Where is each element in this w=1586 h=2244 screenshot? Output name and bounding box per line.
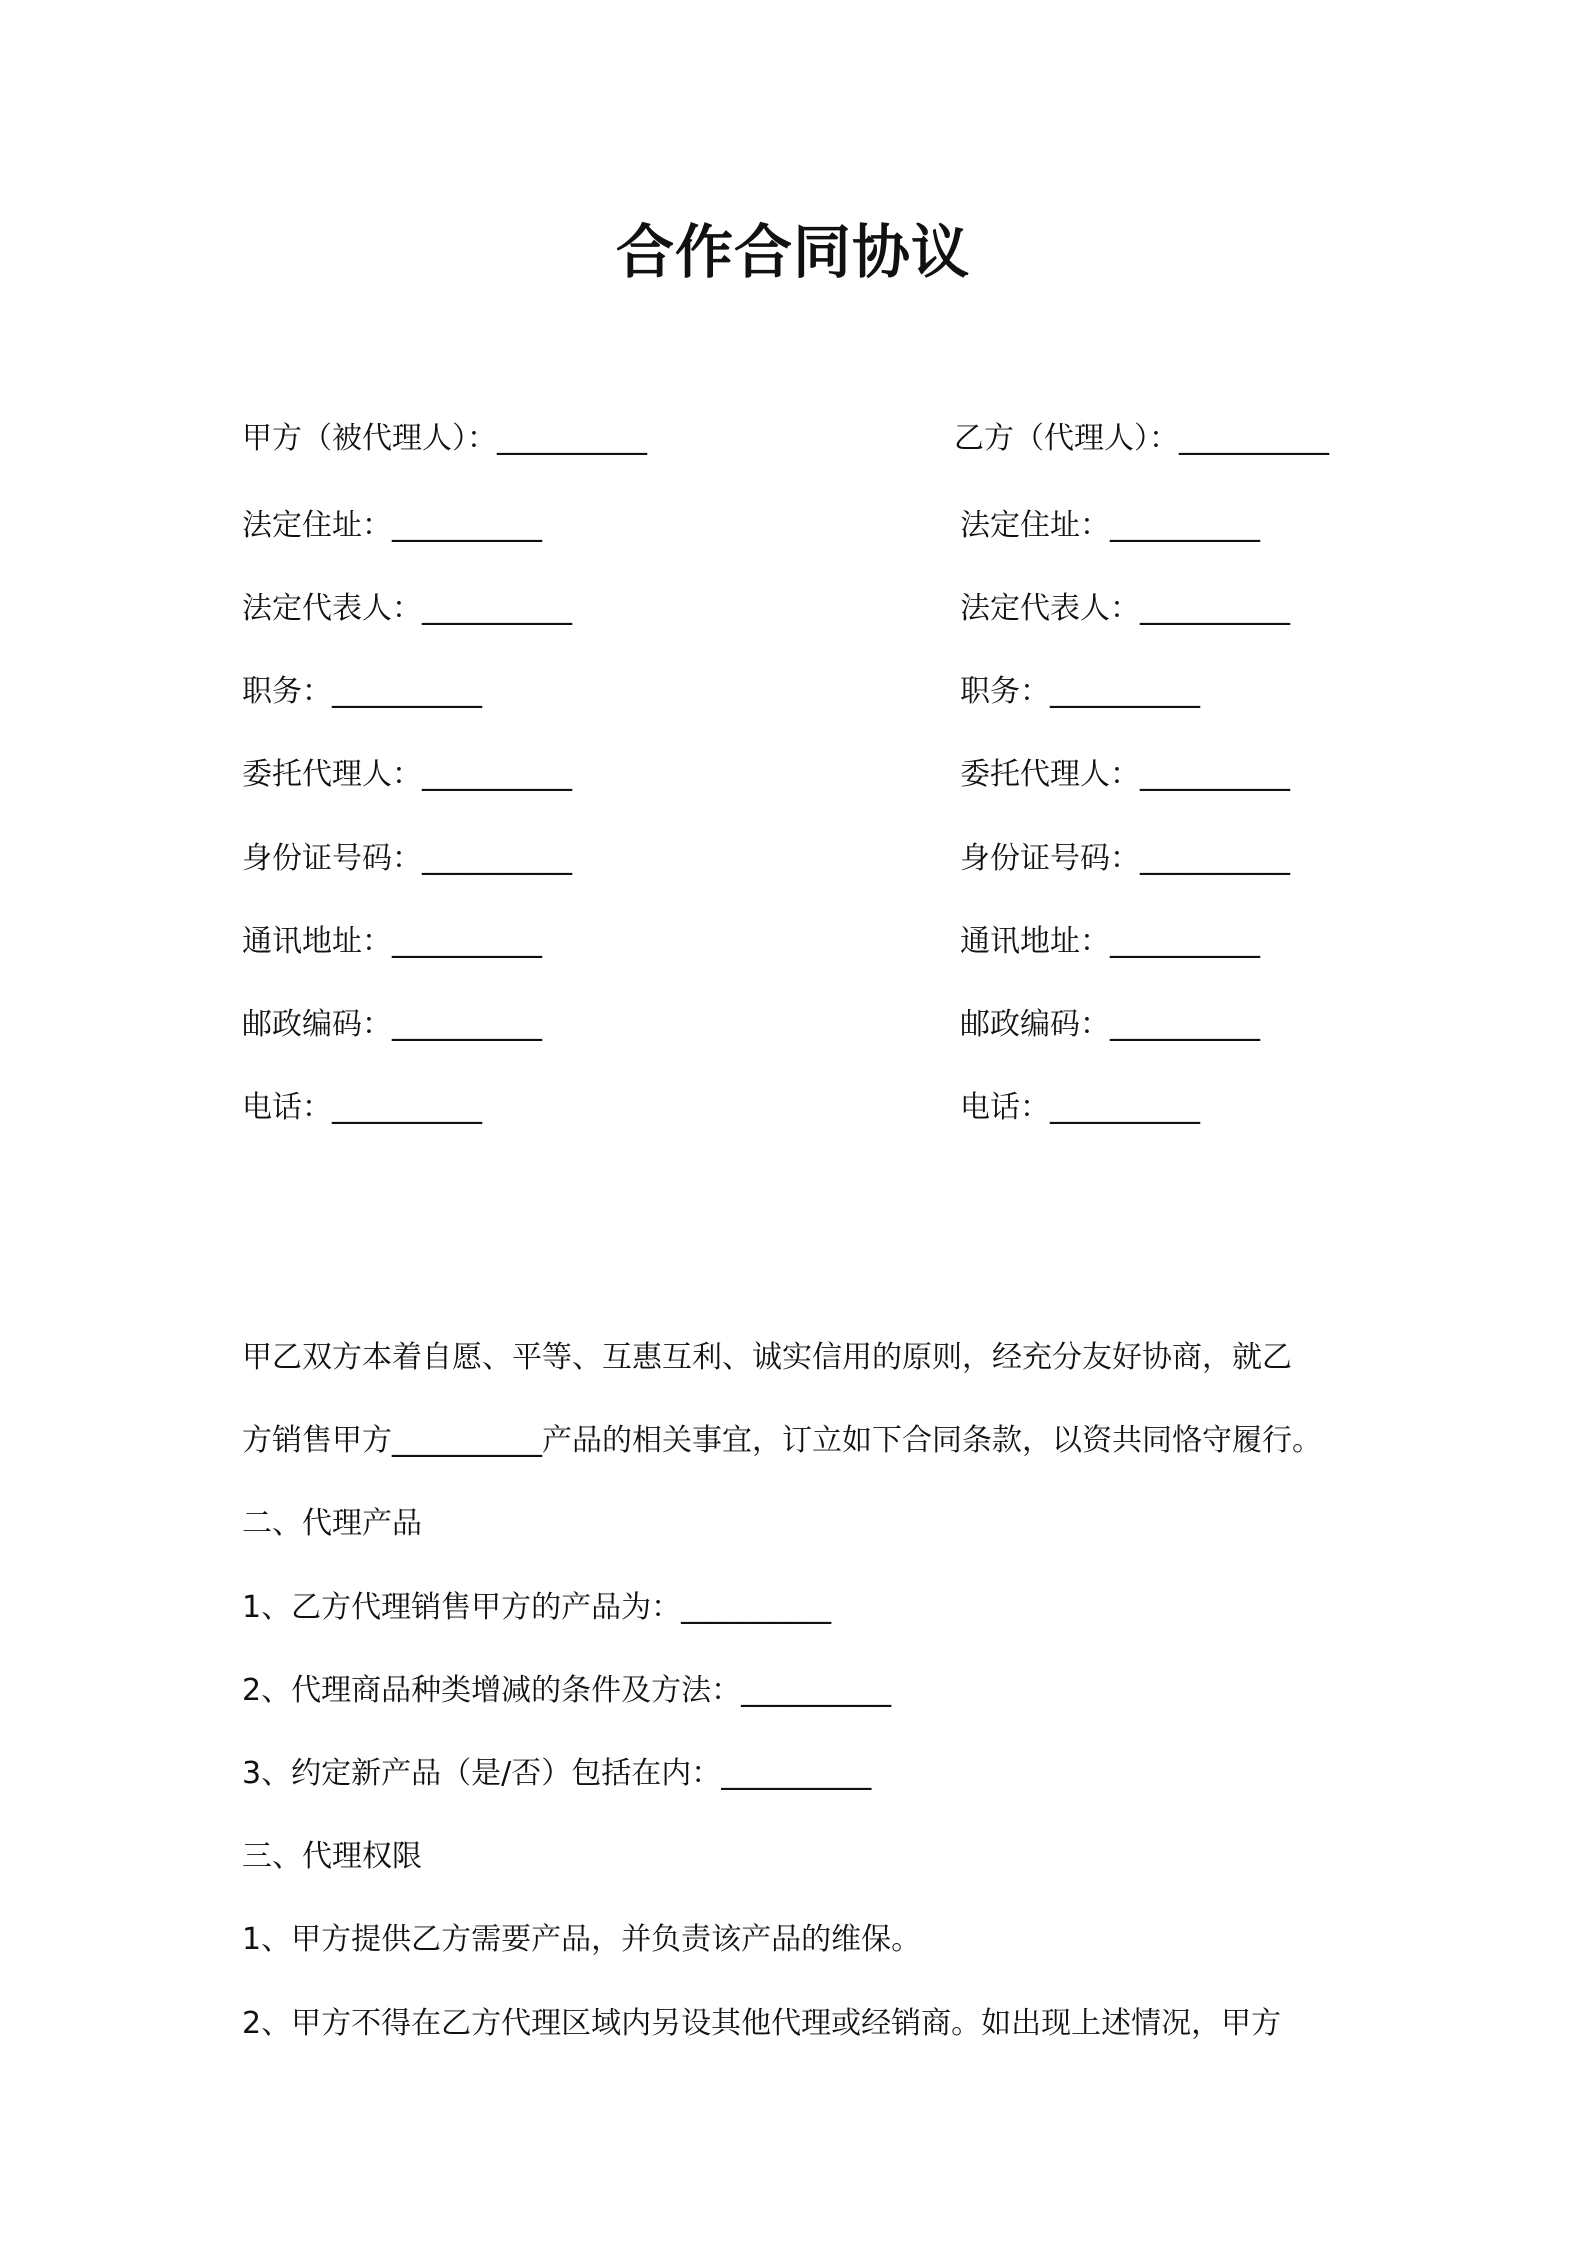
party-a-position: 职务：__________ xyxy=(242,674,482,709)
section-heading-authority: 三、代理权限 xyxy=(242,1839,422,1874)
party-b-legal-representative: 法定代表人：__________ xyxy=(960,591,1290,626)
party-b-postal-code: 邮政编码：__________ xyxy=(960,1007,1260,1042)
party-a-heading: 甲方（被代理人）：__________ xyxy=(242,421,647,456)
party-a-legal-address: 法定住址：__________ xyxy=(242,508,542,543)
party-b-id-number: 身份证号码：__________ xyxy=(960,841,1290,876)
party-a-id-number: 身份证号码：__________ xyxy=(242,841,572,876)
party-a-legal-representative: 法定代表人：__________ xyxy=(242,591,572,626)
clause-product-item-2: 2、代理商品种类增减的条件及方法：__________ xyxy=(242,1673,892,1708)
party-a-phone: 电话：__________ xyxy=(242,1090,482,1125)
preamble-line-2: 方销售甲方__________产品的相关事宜，订立如下合同条款，以资共同恪守履行。 xyxy=(242,1423,1322,1458)
party-b-heading: 乙方（代理人）：__________ xyxy=(954,421,1329,456)
clause-product-item-1: 1、乙方代理销售甲方的产品为：__________ xyxy=(242,1590,832,1625)
document-title: 合作合同协议 xyxy=(615,218,970,286)
clause-authority-item-2: 2、甲方不得在乙方代理区域内另设其他代理或经销商。如出现上述情况，甲方 xyxy=(242,2006,1282,2041)
clause-product-item-3: 3、约定新产品（是/否）包括在内：__________ xyxy=(242,1756,872,1791)
party-b-phone: 电话：__________ xyxy=(960,1090,1200,1125)
party-a-postal-code: 邮政编码：__________ xyxy=(242,1007,542,1042)
section-heading-products: 二、代理产品 xyxy=(242,1506,422,1541)
party-a-authorized-agent: 委托代理人：__________ xyxy=(242,757,572,792)
party-b-mailing-address: 通讯地址：__________ xyxy=(960,924,1260,959)
preamble-line-1: 甲乙双方本着自愿、平等、互惠互利、诚实信用的原则，经充分友好协商，就乙 xyxy=(242,1340,1292,1375)
party-b-position: 职务：__________ xyxy=(960,674,1200,709)
party-b-legal-address: 法定住址：__________ xyxy=(960,508,1260,543)
party-b-authorized-agent: 委托代理人：__________ xyxy=(960,757,1290,792)
party-a-mailing-address: 通讯地址：__________ xyxy=(242,924,542,959)
clause-authority-item-1: 1、甲方提供乙方需要产品，并负责该产品的维保。 xyxy=(242,1922,922,1957)
